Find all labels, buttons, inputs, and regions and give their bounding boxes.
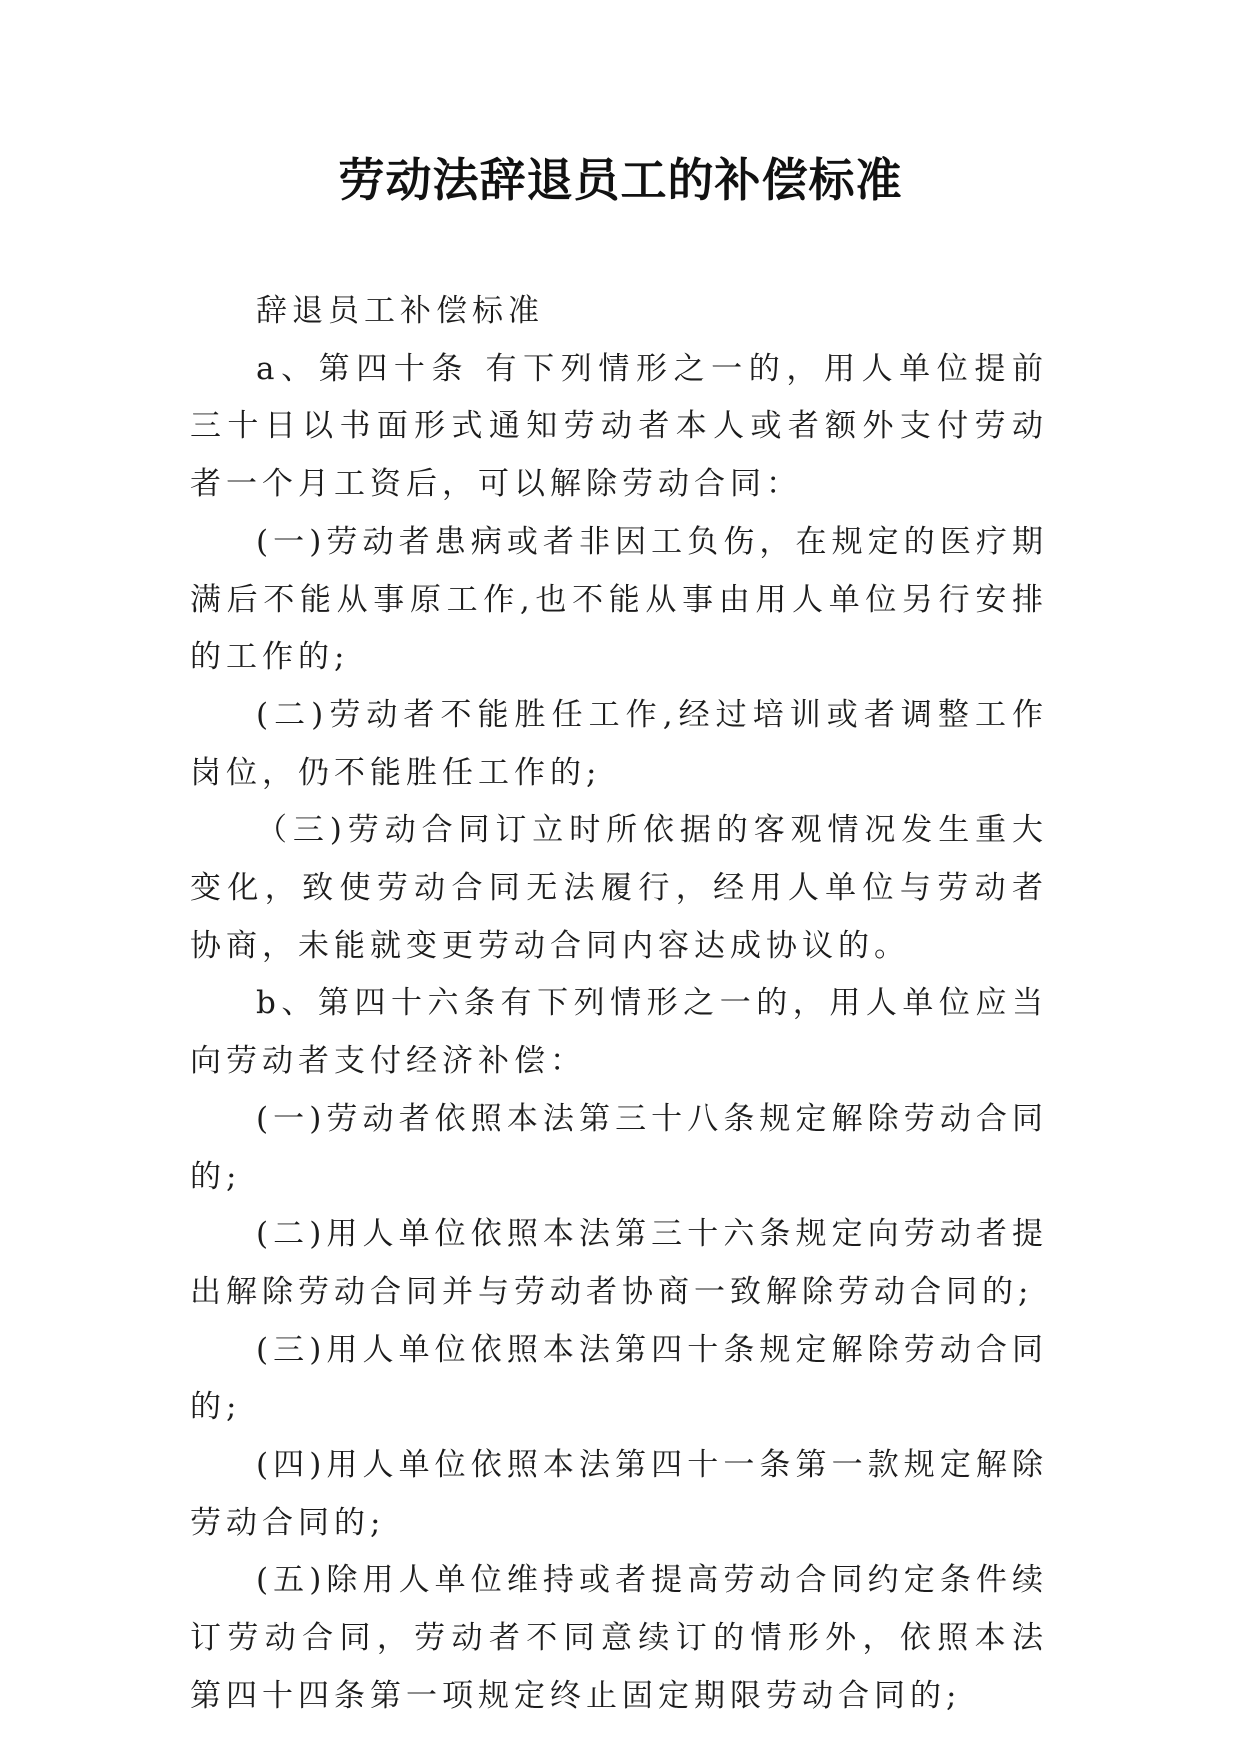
paragraph-heading: 辞退员工补偿标准 <box>256 293 544 329</box>
document-body <box>190 283 1048 1726</box>
paragraph-article-40: a、第四十条 有下列情形之一的，用人单位提前三十日以书面形式通知劳动者本人或者额外支付劳动者一个月工资后，可以解除劳动合同： <box>190 350 1048 503</box>
paragraph-article-40-item-1: (一)劳动者患病或者非因工负伤，在规定的医疗期满后不能从事原工作,也不能从事由用人单位另行安排的工作的; <box>190 523 1048 676</box>
paragraph-article-46: b、第四十六条有下列情形之一的，用人单位应当向劳动者支付经济补偿： <box>190 985 1048 1080</box>
paragraph-article-46-item-1: (一)劳动者依照本法第三十八条规定解除劳动合同的; <box>190 1100 1048 1195</box>
paragraph-article-40-item-3: （三)劳动合同订立时所依据的客观情况发生重大变化，致使劳动合同无法履行，经用人单位与劳动者协商，未能就变更劳动合同内容达成协议的。 <box>190 812 1048 964</box>
paragraph-article-46-item-3: (三)用人单位依照本法第四十条规定解除劳动合同的; <box>190 1331 1048 1426</box>
document-title: 劳动法辞退员工的补偿标准 <box>338 153 903 207</box>
paragraph-article-40-item-2: (二)劳动者不能胜任工作,经过培训或者调整工作岗位，仍不能胜任工作的; <box>190 696 1048 791</box>
paragraph-article-46-item-2: (二)用人单位依照本法第三十六条规定向劳动者提出解除劳动合同并与劳动者协商一致解除劳动合同的; <box>190 1216 1048 1310</box>
paragraph-article-46-item-5: (五)除用人单位维持或者提高劳动合同约定条件续订劳动合同，劳动者不同意续订的情形外，依照本法第四十四条第一项规定终止固定期限劳动合同的; <box>190 1562 1048 1714</box>
paragraph-article-46-item-4: (四)用人单位依照本法第四十一条第一款规定解除劳动合同的; <box>190 1447 1048 1541</box>
